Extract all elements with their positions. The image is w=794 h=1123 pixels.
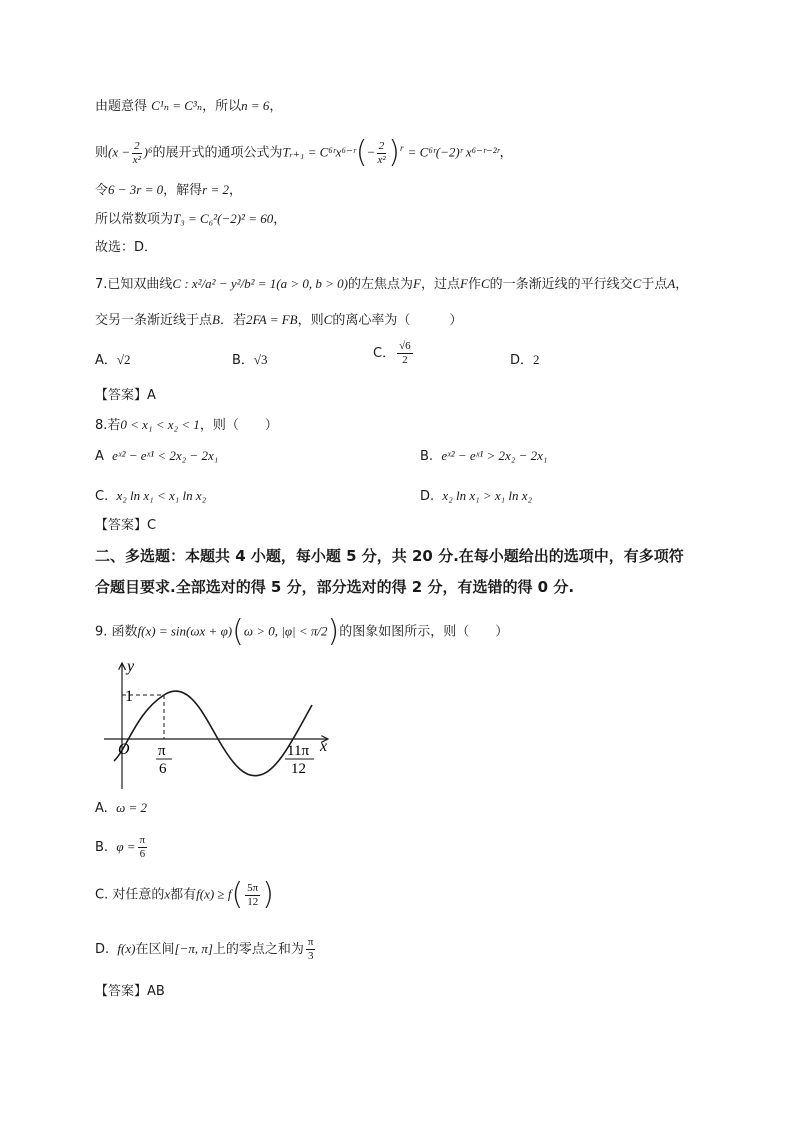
binomial-equation: C¹ₙ = C³ₙ: [151, 98, 203, 113]
q9-option-b: B. φ = $\frac{\pi}{6}$: [95, 834, 146, 860]
q9-answer: 【答案】AB: [95, 984, 165, 999]
q7-option-c: C． $\frac{√6}{2}$: [373, 340, 411, 366]
q9-option-c: C. 对任意的x都有f(x) ≥ f( $\frac{5\pi}{12}$ ): [95, 877, 274, 912]
solution-line-5: 故选：D．: [95, 240, 158, 255]
tick2-den: 12: [291, 761, 306, 777]
q8-stem: 8.若0 < x₁ < x₂ < 1，则（ ）: [95, 417, 278, 433]
general-term: Tᵣ₊₁ = C⁶ʳx⁶⁻ʳ: [282, 144, 356, 160]
q9-option-a: A. ω = 2: [95, 800, 148, 816]
hyperbola-equation: C : x²/a² − y²/b² = 1(a > 0, b > 0): [172, 276, 349, 291]
sine-curve: [114, 691, 312, 776]
section-header-line-1: 二、多选题：本题共 4 小题，每小题 5 分，共 20 分.在每小题给出的选项中，有多项符: [95, 547, 684, 565]
x-label: x: [320, 738, 328, 755]
y-label: y: [127, 658, 135, 675]
q8-option-b: B. eˣ² − eˣ¹ > 2x₂ − 2x₁: [420, 448, 548, 464]
q8-option-d: D. x₂ ln x₁ > x₁ ln x₂: [420, 488, 533, 504]
q7-stem-line-1: 7.已知双曲线C : x²/a² − y²/b² = 1(a > 0, b > 0)的左焦点为F，过点F作C的一条渐近线的平行线交C于点A，: [95, 276, 689, 292]
q8-option-c: C. x₂ ln x₁ < x₁ ln x₂: [95, 488, 207, 504]
solution-line-2: 则(x − $\frac{2}{\text{x²}}$ )⁶的展开式的通项公式为Tᵣ₊₁ = C⁶ʳx⁶⁻ʳ(− $\frac{2}{\text{x²}}$ )$^r$ = C⁶ʳ(−2)ʳ x⁶⁻ʳ⁻²ʳ，: [95, 135, 513, 170]
q8-answer: 【答案】C: [95, 518, 157, 533]
vector-equation: 2FA = FB: [245, 312, 298, 327]
solution-line-1: 由题意得 C¹ₙ = C³ₙ，所以n = 6，: [95, 98, 283, 114]
tick2-num: 11π: [287, 743, 310, 759]
q7-option-b: B．√3: [232, 352, 268, 368]
origin-label: O: [118, 741, 130, 758]
q8-option-a: A eˣ² − eˣ¹ < 2x₂ − 2x₁: [95, 448, 219, 464]
one-label: 1: [125, 688, 133, 705]
tick1-num: π: [158, 743, 166, 759]
q7-option-d: D．2: [510, 352, 540, 368]
q7-stem-line-2: 交另一条渐近线于点B．若2FA = FB，则C的离心率为（ ）: [95, 312, 463, 328]
fraction: $\frac{2}{\text{x²}}$: [132, 139, 141, 166]
q7-answer: 【答案】A: [95, 388, 156, 403]
q9-option-d: D. f(x)在区间[−π, π]上的零点之和为 $\frac{\pi}{3}$: [95, 936, 314, 962]
tick1-den: 6: [159, 761, 167, 777]
sine-graph: [100, 655, 340, 795]
solution-line-3: 令6 − 3r = 0，解得r = 2，: [95, 182, 242, 198]
q7-option-a: A．√2: [95, 352, 131, 368]
solution-line-4: 所以常数项为T₃ = C₆²(−2)² = 60，: [95, 211, 287, 227]
section-header-line-2: 合题目要求.全部选对的得 5 分，部分选对的得 2 分，有选错的得 0 分.: [95, 578, 575, 596]
q9-stem: 9. 函数f(x) = sin(ωx + φ)(ω > 0, |φ| < π/2)的图象如图所示，则（ ）: [95, 614, 509, 649]
